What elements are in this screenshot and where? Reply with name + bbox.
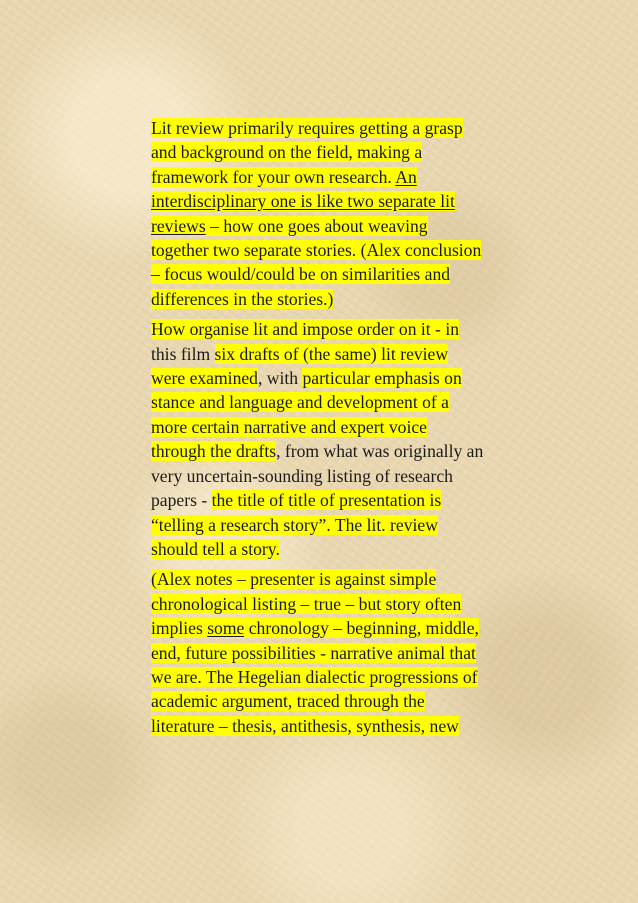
- highlighted-text: we are. The Hegelian dialectic progressions of: [151, 666, 478, 687]
- highlighted-text: chronology – beginning, middle,: [244, 618, 479, 639]
- highlighted-text: – how one goes about weaving: [205, 215, 428, 236]
- highlighted-text: end, future possibilities - narrative animal that: [151, 642, 476, 663]
- text-line: [151, 238, 571, 262]
- text-line: [151, 513, 571, 537]
- highlighted-text: and background on the field, making a: [151, 142, 423, 163]
- highlighted-text: together two separate stories. (Alex conclusion: [151, 240, 482, 261]
- highlighted-text: through the drafts: [151, 441, 277, 462]
- text-line: [151, 488, 571, 512]
- text-segment: very uncertain-sounding listing of research: [151, 465, 453, 486]
- text-line: [151, 140, 571, 164]
- text-segment: , from what was originally an: [276, 441, 484, 462]
- highlighted-text: An: [395, 166, 417, 187]
- text-line: [151, 665, 571, 689]
- text-line: [151, 116, 571, 140]
- highlighted-text: How organise lit and impose order on it - in: [151, 319, 460, 340]
- text-line: [151, 641, 571, 665]
- document-body: [151, 116, 571, 744]
- text-line: [151, 537, 571, 561]
- highlighted-text: (Alex notes – presenter is against simple: [151, 569, 437, 590]
- paragraph: [151, 116, 571, 311]
- highlighted-text: reviews: [151, 215, 206, 236]
- highlighted-text: – focus would/could be on similarities and: [151, 264, 451, 285]
- text-line: [151, 366, 571, 390]
- text-line: [151, 567, 571, 591]
- highlighted-text: particular emphasis on: [302, 368, 462, 389]
- text-segment: papers -: [151, 490, 212, 511]
- text-segment: , with: [257, 368, 303, 389]
- text-line: [151, 616, 571, 640]
- text-line: [151, 317, 571, 341]
- text-line: [151, 214, 571, 238]
- highlighted-text: some: [207, 618, 245, 639]
- highlighted-text: six drafts of (the same) lit review: [214, 343, 449, 364]
- highlighted-text: chronological listing – true – but story often: [151, 593, 462, 614]
- text-segment: this film: [151, 343, 215, 364]
- text-line: [151, 189, 571, 213]
- text-line: [151, 689, 571, 713]
- highlighted-text: the title of title of presentation is: [211, 490, 442, 511]
- highlighted-text: should tell a story.: [151, 538, 280, 559]
- paragraph: [151, 317, 571, 561]
- text-line: [151, 390, 571, 414]
- highlighted-text: stance and language and development of a: [151, 392, 449, 413]
- highlighted-text: literature – thesis, antithesis, synthesis, new: [151, 715, 459, 736]
- text-line: [151, 165, 571, 189]
- highlighted-text: interdisciplinary one is like two separate lit: [151, 191, 455, 212]
- text-line: [151, 287, 571, 311]
- text-line: [151, 342, 571, 366]
- highlighted-text: more certain narrative and expert voice: [151, 416, 427, 437]
- text-line: [151, 439, 571, 463]
- text-line: [151, 592, 571, 616]
- highlighted-text: implies: [151, 618, 208, 639]
- highlighted-text: “telling a research story”. The lit. review: [151, 514, 438, 535]
- text-line: [151, 714, 571, 738]
- text-line: [151, 262, 571, 286]
- text-line: [151, 464, 571, 488]
- highlighted-text: framework for your own research.: [151, 166, 396, 187]
- highlighted-text: Lit review primarily requires getting a grasp: [151, 118, 463, 138]
- highlighted-text: differences in the stories.): [151, 288, 334, 309]
- highlighted-text: academic argument, traced through the: [151, 691, 425, 712]
- text-line: [151, 415, 571, 439]
- paragraph: [151, 567, 571, 738]
- highlighted-text: were examined: [151, 368, 258, 389]
